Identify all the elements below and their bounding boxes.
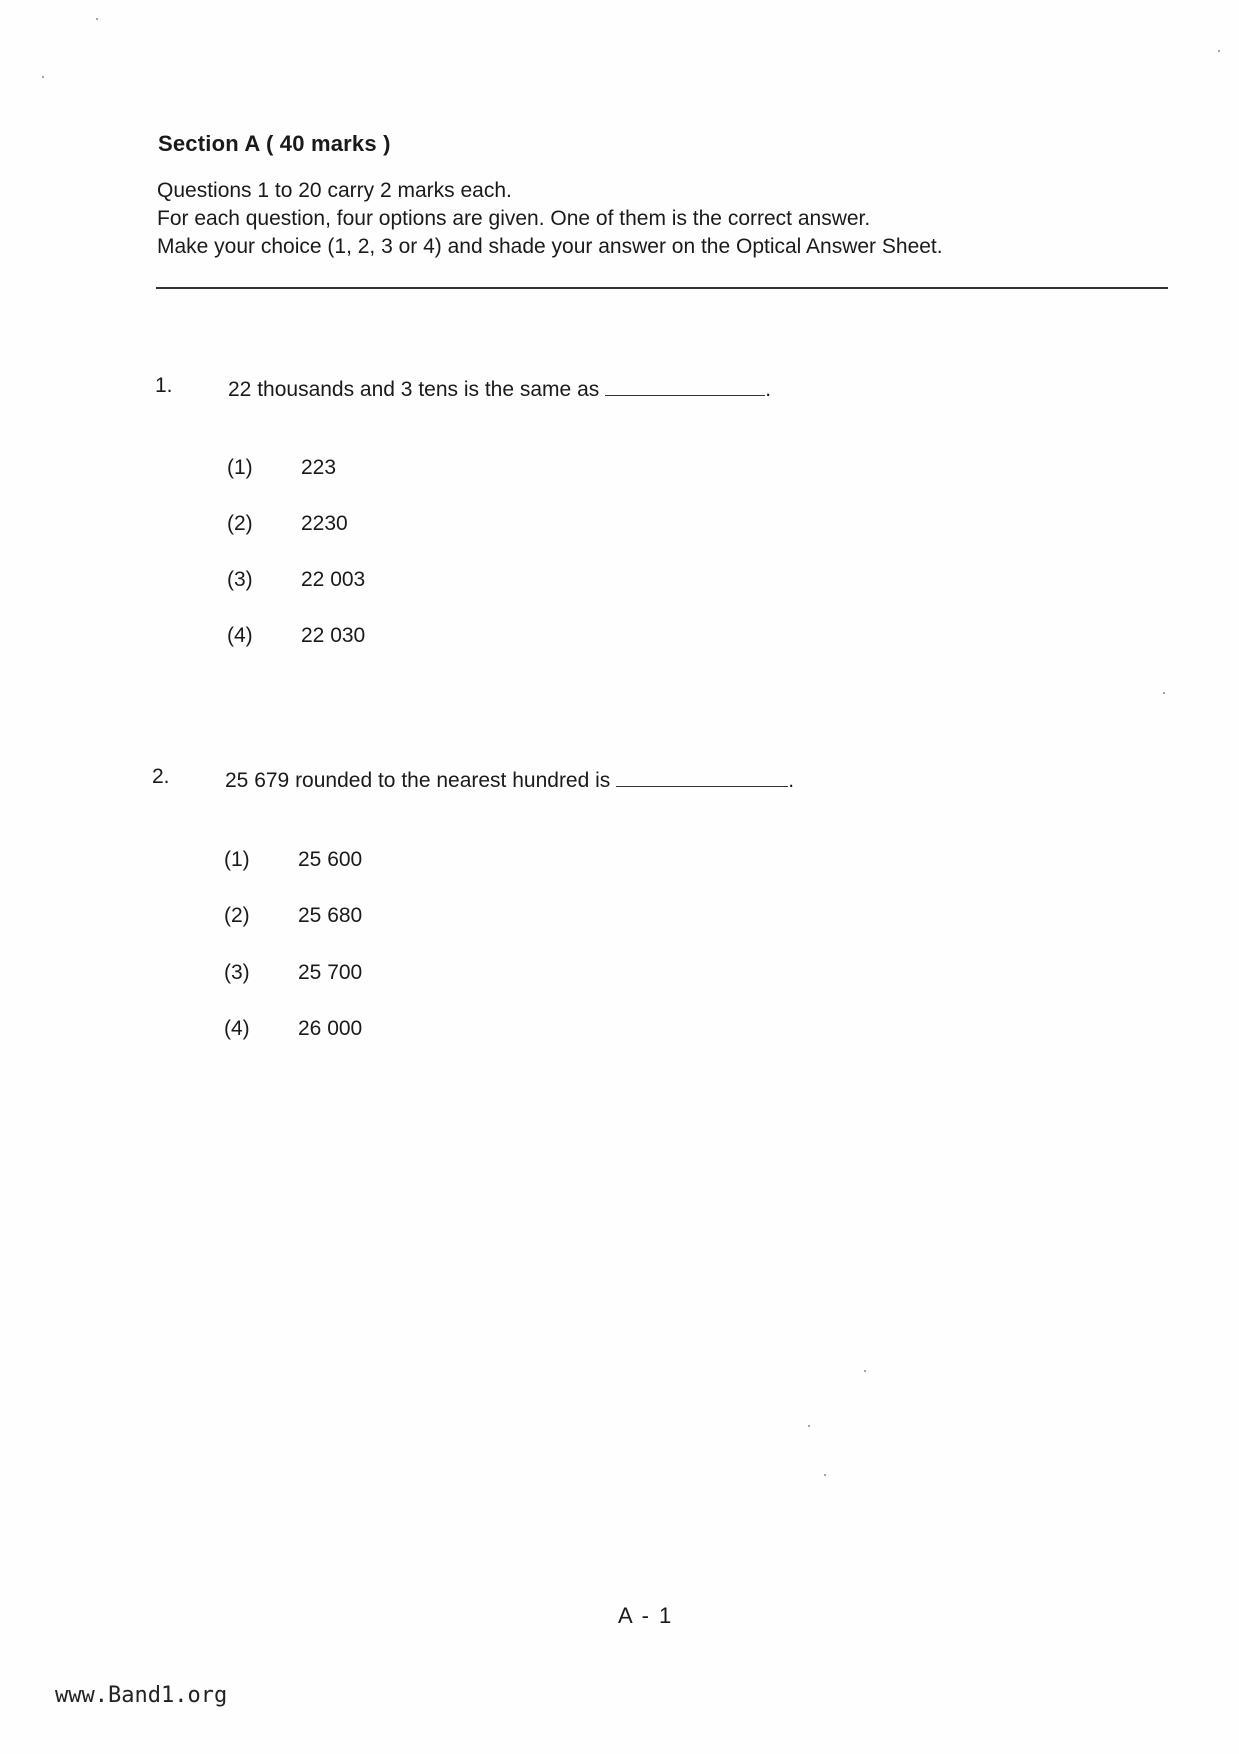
option-label: (1) — [224, 848, 250, 871]
scan-speck — [864, 1370, 866, 1372]
question-1 — [155, 374, 1055, 404]
section-heading: Section A ( 40 marks ) — [158, 131, 391, 156]
option-value: 26 000 — [298, 1017, 363, 1040]
question-2 — [152, 765, 1052, 795]
option-label: (3) — [227, 568, 253, 591]
option-label: (2) — [227, 512, 253, 535]
instructions — [157, 177, 943, 261]
option-value: 22 030 — [301, 624, 366, 647]
question-number: 1. — [155, 374, 173, 397]
scan-speck — [1163, 692, 1165, 694]
option-value: 2230 — [301, 512, 348, 535]
scan-speck — [1218, 50, 1220, 52]
option-label: (4) — [224, 1017, 250, 1040]
scan-speck — [808, 1425, 810, 1427]
option-label: (2) — [224, 904, 250, 927]
option-value: 223 — [301, 456, 337, 479]
option-label: (1) — [227, 456, 253, 479]
section-divider — [156, 287, 1168, 289]
question-end: . — [788, 769, 795, 792]
instruction-line: For each question, four options are given. One of them is the correct answer. — [157, 207, 871, 230]
option-value: 22 003 — [301, 568, 366, 591]
instruction-line: Make your choice (1, 2, 3 or 4) and shade your answer on the Optical Answer Sheet. — [157, 235, 943, 258]
option-value: 25 700 — [298, 961, 363, 984]
watermark: www.Band1.org — [55, 1683, 228, 1708]
question-text — [225, 765, 794, 793]
option-label: (3) — [224, 961, 250, 984]
scan-speck — [96, 18, 98, 20]
question-end: . — [765, 378, 772, 401]
answer-blank — [616, 765, 788, 787]
question-text — [228, 374, 771, 402]
question-stem: 22 thousands and 3 tens is the same as — [228, 378, 600, 401]
option-value: 25 680 — [298, 904, 363, 927]
question-stem: 25 679 rounded to the nearest hundred is — [225, 769, 611, 792]
option-value: 25 600 — [298, 848, 363, 871]
answer-blank — [605, 374, 765, 396]
option-label: (4) — [227, 624, 253, 647]
instruction-line: Questions 1 to 20 carry 2 marks each. — [157, 179, 512, 202]
scan-speck — [824, 1474, 826, 1476]
scan-speck — [42, 76, 44, 78]
page-number: A - 1 — [618, 1603, 674, 1628]
question-number: 2. — [152, 765, 170, 788]
